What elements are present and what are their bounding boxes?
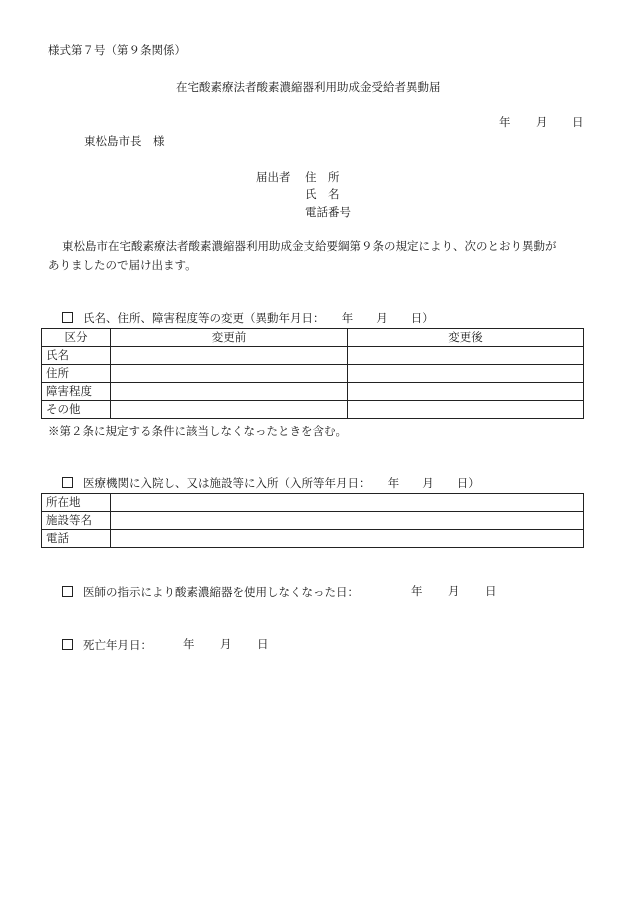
section1-heading: 氏名、住所、障害程度等の変更（異動年月日： 年 月 日） [62, 312, 434, 325]
value-cell[interactable] [111, 494, 584, 512]
section4-year: 年 [183, 637, 195, 651]
addressee: 東松島市長 様 [84, 134, 165, 148]
table-row [42, 512, 584, 530]
value-cell[interactable] [111, 530, 584, 548]
form-number: 様式第７号（第９条関係） [48, 43, 186, 57]
section1-note: ※第２条に規定する条件に該当しなくなったときを含む。 [48, 424, 347, 438]
before-cell[interactable] [111, 383, 348, 401]
checkbox-icon [62, 477, 73, 488]
row-label-facility-name: 施設等名 [42, 512, 111, 530]
checkbox-icon [62, 312, 73, 323]
date-month: 月 [536, 115, 548, 129]
row-label-location: 所在地 [42, 494, 111, 512]
row-label-disability: 障害程度 [42, 383, 111, 401]
notifier-address-label: 住 所 [305, 170, 340, 184]
header-before: 変更前 [111, 329, 348, 347]
before-cell[interactable] [111, 347, 348, 365]
intro-line-1: 東松島市在宅酸素療法者酸素濃縮器利用助成金支給要綱第９条の規定により、次のとおり異動が [62, 239, 557, 253]
table-row [42, 347, 584, 365]
table-row [42, 383, 584, 401]
after-cell[interactable] [348, 347, 584, 365]
before-cell[interactable] [111, 365, 348, 383]
table-header-row [42, 329, 584, 347]
after-cell[interactable] [348, 401, 584, 419]
row-label-phone: 電話 [42, 530, 111, 548]
notifier-phone-label: 電話番号 [305, 205, 351, 219]
section3-heading: 医師の指示により酸素濃縮器を使用しなくなった日： [62, 586, 359, 599]
header-category: 区分 [42, 329, 111, 347]
section3-month: 月 [448, 584, 460, 598]
section4-day: 日 [257, 637, 269, 651]
section4-heading: 死亡年月日： [62, 639, 152, 652]
before-cell[interactable] [111, 401, 348, 419]
value-cell[interactable] [111, 512, 584, 530]
row-label-other: その他 [42, 401, 111, 419]
section4-month: 月 [220, 637, 232, 651]
page-title: 在宅酸素療法者酸素濃縮器利用助成金受給者異動届 [176, 80, 441, 94]
after-cell[interactable] [348, 383, 584, 401]
change-table [41, 328, 584, 419]
checkbox-icon [62, 586, 73, 597]
row-label-address: 住所 [42, 365, 111, 383]
notifier-label: 届出者 [256, 170, 291, 184]
date-day: 日 [572, 115, 584, 129]
notifier-name-label: 氏 名 [305, 187, 340, 201]
table-row [42, 365, 584, 383]
row-label-name: 氏名 [42, 347, 111, 365]
section3-day: 日 [485, 584, 497, 598]
checkbox-icon [62, 639, 73, 650]
after-cell[interactable] [348, 365, 584, 383]
table-row [42, 494, 584, 512]
date-year: 年 [499, 115, 511, 129]
section3-year: 年 [411, 584, 423, 598]
header-after: 変更後 [348, 329, 584, 347]
facility-table [41, 493, 584, 548]
table-row [42, 530, 584, 548]
section2-heading: 医療機関に入院し、又は施設等に入所（入所等年月日： 年 月 日） [62, 477, 480, 490]
table-row [42, 401, 584, 419]
intro-line-2: ありましたので届け出ます。 [48, 258, 197, 272]
